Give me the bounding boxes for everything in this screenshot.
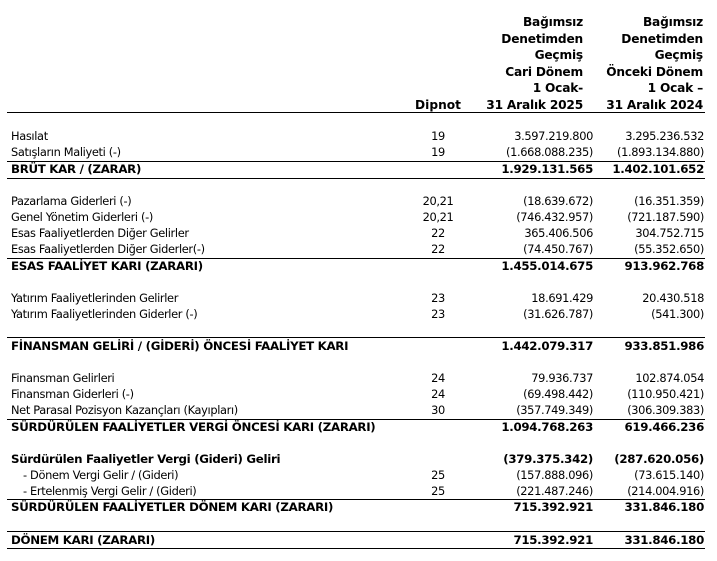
row-label: Sürdürülen Faaliyetler Vergi (Gideri) Geliri [11,452,281,466]
table-row [11,468,703,483]
row-current: (221.487.246) [516,484,593,498]
row-label: Hasılat [11,129,48,143]
row-prior: (73.615.140) [634,468,704,482]
row-note: 24 [431,387,445,401]
table-row [11,371,703,386]
row-label: Pazarlama Giderleri (-) [11,194,132,208]
row-note: 22 [431,242,445,256]
row-prior: 913.962.768 [624,259,704,273]
row-note: 20,21 [422,194,454,208]
row-note: 25 [431,484,445,498]
row-label: Genel Yönetim Giderleri (-) [11,210,153,224]
header-line: 1 Ocak – [647,81,703,96]
row-prior: (306.309.383) [627,403,704,417]
row-current: (1.668.088.235) [506,145,593,159]
row-prior: (214.004.916) [627,484,704,498]
row-prior: 619.466.236 [624,420,704,434]
row-current: 18.691.429 [531,291,593,305]
header-line: Geçmiş [534,48,583,63]
row-current: 79.936.737 [531,371,593,385]
table-row-total [11,162,703,177]
header-line: Bağımsız [522,15,583,29]
row-note: 20,21 [422,210,454,224]
row-prior: (287.620.056) [614,452,704,466]
row-divider [7,531,705,532]
row-current: (357.749.349) [516,403,593,417]
row-current: (69.498.442) [523,387,593,401]
row-label: FİNANSMAN GELİRİ / (GİDERİ) ÖNCESİ FAALİYET KARI [11,339,349,353]
row-label: Esas Faaliyetlerden Diğer Giderler(-) [11,242,205,256]
row-prior: (1.893.134.880) [617,145,704,159]
header-line: Denetimden [621,31,703,46]
row-label: BRÜT KAR / (ZARAR) [11,162,142,176]
row-label: - Dönem Vergi Gelir / (Gideri) [23,468,179,482]
row-prior: (721.187.590) [627,210,704,224]
row-label: Net Parasal Pozisyon Kazançları (Kayıpları) [11,403,238,417]
table-row-subtotal [11,452,703,467]
row-label: ESAS FAALİYET KARI (ZARARI) [11,259,203,273]
row-label: DÖNEM KARI (ZARARI) [11,533,155,547]
header-line: 31 Aralık 2024 [606,97,703,112]
row-note: 23 [431,307,445,321]
row-current: (31.626.787) [523,307,593,321]
header-line: Geçmiş [654,48,703,63]
row-current: 1.455.014.675 [501,259,593,273]
row-label: SÜRDÜRÜLEN FAALİYETLER DÖNEM KARI (ZARARI) [11,500,334,514]
table-row [11,242,703,257]
header-line: Denetimden [501,31,583,46]
row-prior: 102.874.054 [635,371,704,385]
table-row [11,307,703,322]
table-row [11,484,703,499]
header-line: Bağımsız [642,15,703,29]
row-prior: 304.752.715 [635,226,704,240]
table-row [11,145,703,160]
row-note: 22 [431,226,445,240]
table-row [11,403,703,418]
header-current-period [470,14,583,114]
table-row [11,210,703,225]
row-label: SÜRDÜRÜLEN FAALİYETLER VERGİ ÖNCESİ KARI (ZARARI) [11,420,376,434]
row-prior: 3.295.236.532 [625,129,704,143]
row-current: (746.432.957) [516,210,593,224]
row-label: Finansman Giderleri (-) [11,387,134,401]
row-prior: 933.851.986 [624,339,704,353]
row-note: 19 [431,129,445,143]
row-current: (379.375.342) [503,452,593,466]
table-row [11,129,703,144]
row-prior: 20.430.518 [642,291,704,305]
row-current: 1.442.079.317 [501,339,593,353]
row-prior: (55.352.650) [634,242,704,256]
row-current: 365.406.506 [524,226,593,240]
table-row [11,291,703,306]
table-row-total [11,339,703,354]
row-label: - Ertelenmiş Vergi Gelir / (Gideri) [23,484,197,498]
row-current: (74.450.767) [523,242,593,256]
row-label: Esas Faaliyetlerden Diğer Gelirler [11,226,189,240]
table-row-net-profit [11,533,703,548]
row-current: (157.888.096) [516,468,593,482]
row-note: 25 [431,468,445,482]
row-current: 1.929.131.565 [501,162,593,176]
row-note: 19 [431,145,445,159]
row-prior: 1.402.101.652 [612,162,704,176]
header-line: 1 Ocak- [532,81,583,96]
header-note-column: Dipnot [415,98,461,112]
table-row-total [11,259,703,274]
header-line: 31 Aralık 2025 [486,97,583,112]
table-row [11,226,703,241]
row-prior: (110.950.421) [627,387,704,401]
row-divider [7,548,705,549]
row-prior: 331.846.180 [624,533,704,547]
row-label: Satışların Maliyeti (-) [11,145,121,159]
row-note: 23 [431,291,445,305]
table-row-total [11,500,703,515]
row-divider [7,337,705,338]
row-label: Yatırım Faaliyetlerinden Giderler (-) [11,307,198,321]
header-line: Önceki Dönem [606,64,703,79]
row-note: 24 [431,371,445,385]
table-row [11,387,703,402]
row-label: Finansman Gelirleri [11,371,115,385]
row-prior: (16.351.359) [634,194,704,208]
row-current: 3.597.219.800 [514,129,593,143]
header-line: Cari Dönem [505,64,583,79]
table-row [11,194,703,209]
row-current: 715.392.921 [513,500,593,514]
header-divider [7,112,705,113]
row-current: 715.392.921 [513,533,593,547]
table-row-total [11,420,703,435]
header-prior-period [590,14,703,114]
row-note: 30 [431,403,445,417]
row-prior: 331.846.180 [624,500,704,514]
row-divider [7,178,705,179]
row-current: 1.094.768.263 [501,420,593,434]
row-current: (18.639.672) [523,194,593,208]
row-prior: (541.300) [651,307,704,321]
row-label: Yatırım Faaliyetlerinden Gelirler [11,291,179,305]
